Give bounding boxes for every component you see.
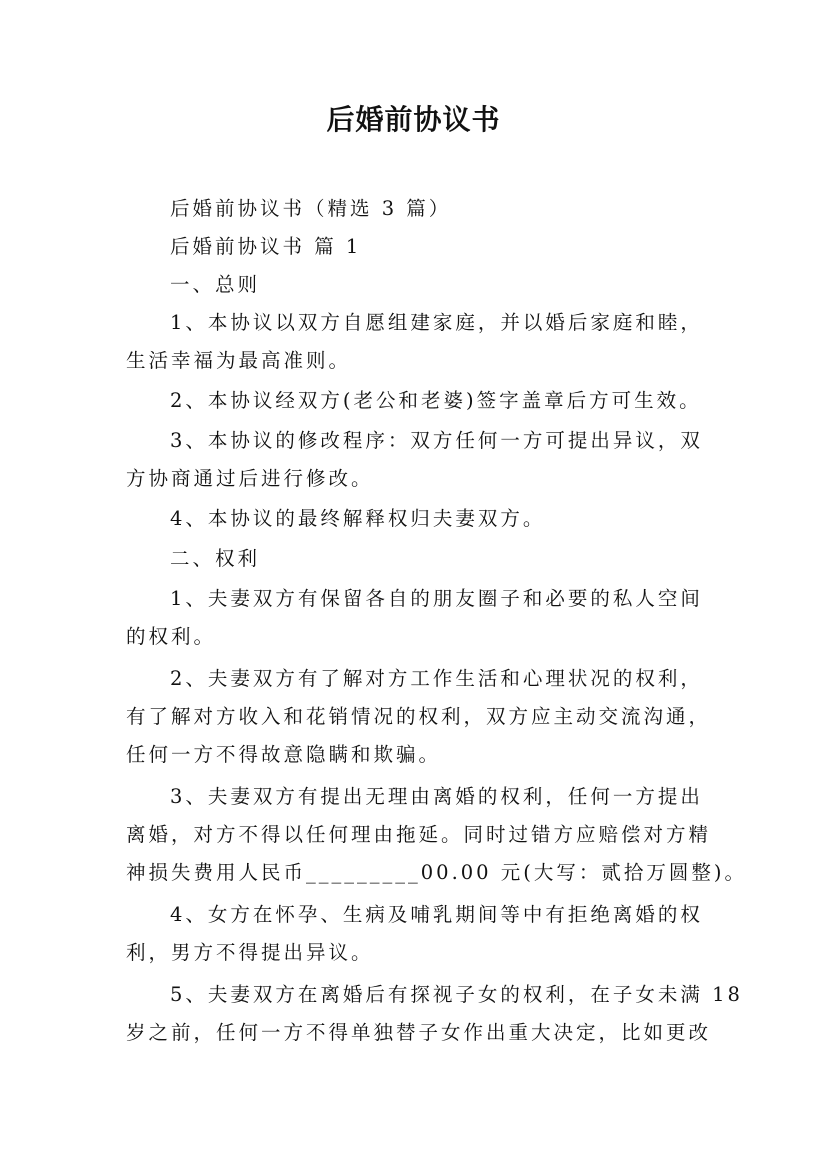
document-line: 的权利。 bbox=[126, 625, 217, 648]
document-body bbox=[126, 190, 747, 1052]
document-line: 3、夫妻双方有提出无理由离婚的权利，任何一方提出 bbox=[170, 785, 703, 808]
document-line: 后婚前协议书 篇 1 bbox=[170, 235, 362, 258]
document-line: 5、夫妻双方在离婚后有探视子女的权利，在子女未满 18 bbox=[170, 983, 743, 1006]
document-line: 任何一方不得故意隐瞒和欺骗。 bbox=[126, 743, 442, 766]
document-line: 4、本协议的最终解释权归夫妻双方。 bbox=[170, 507, 546, 530]
document-line: 2、本协议经双方(老公和老婆)签字盖章后方可生效。 bbox=[170, 389, 702, 412]
document-line: 方协商通过后进行修改。 bbox=[126, 467, 374, 490]
document-line: 利，男方不得提出异议。 bbox=[126, 941, 374, 964]
document-line: 2、夫妻双方有了解对方工作生活和心理状况的权利， bbox=[170, 667, 703, 690]
document-line: 1、夫妻双方有保留各自的朋友圈子和必要的私人空间 bbox=[170, 587, 703, 610]
document-line: 3、本协议的修改程序：双方任何一方可提出异议，双 bbox=[170, 429, 703, 452]
document-line: 二、权利 bbox=[170, 547, 261, 570]
document-line: 生活幸福为最高准则。 bbox=[126, 349, 352, 372]
document-line: 岁之前，任何一方不得单独替子女作出重大决定，比如更改 bbox=[126, 1021, 712, 1044]
document-line: 4、女方在怀孕、生病及哺乳期间等中有拒绝离婚的权 bbox=[170, 903, 703, 926]
document-line: 后婚前协议书（精选 3 篇） bbox=[170, 197, 452, 220]
document-line: 1、本协议以双方自愿组建家庭，并以婚后家庭和睦， bbox=[170, 311, 703, 334]
document-line: 神损失费用人民币_________00.00 元(大写：贰拾万圆整)。 bbox=[126, 861, 747, 884]
document-line: 有了解对方收入和花销情况的权利，双方应主动交流沟通， bbox=[126, 705, 712, 728]
document-line: 离婚，对方不得以任何理由拖延。同时过错方应赔偿对方精 bbox=[126, 823, 712, 846]
document-title: 后婚前协议书 bbox=[326, 103, 501, 136]
document-line: 一、总则 bbox=[170, 273, 261, 296]
